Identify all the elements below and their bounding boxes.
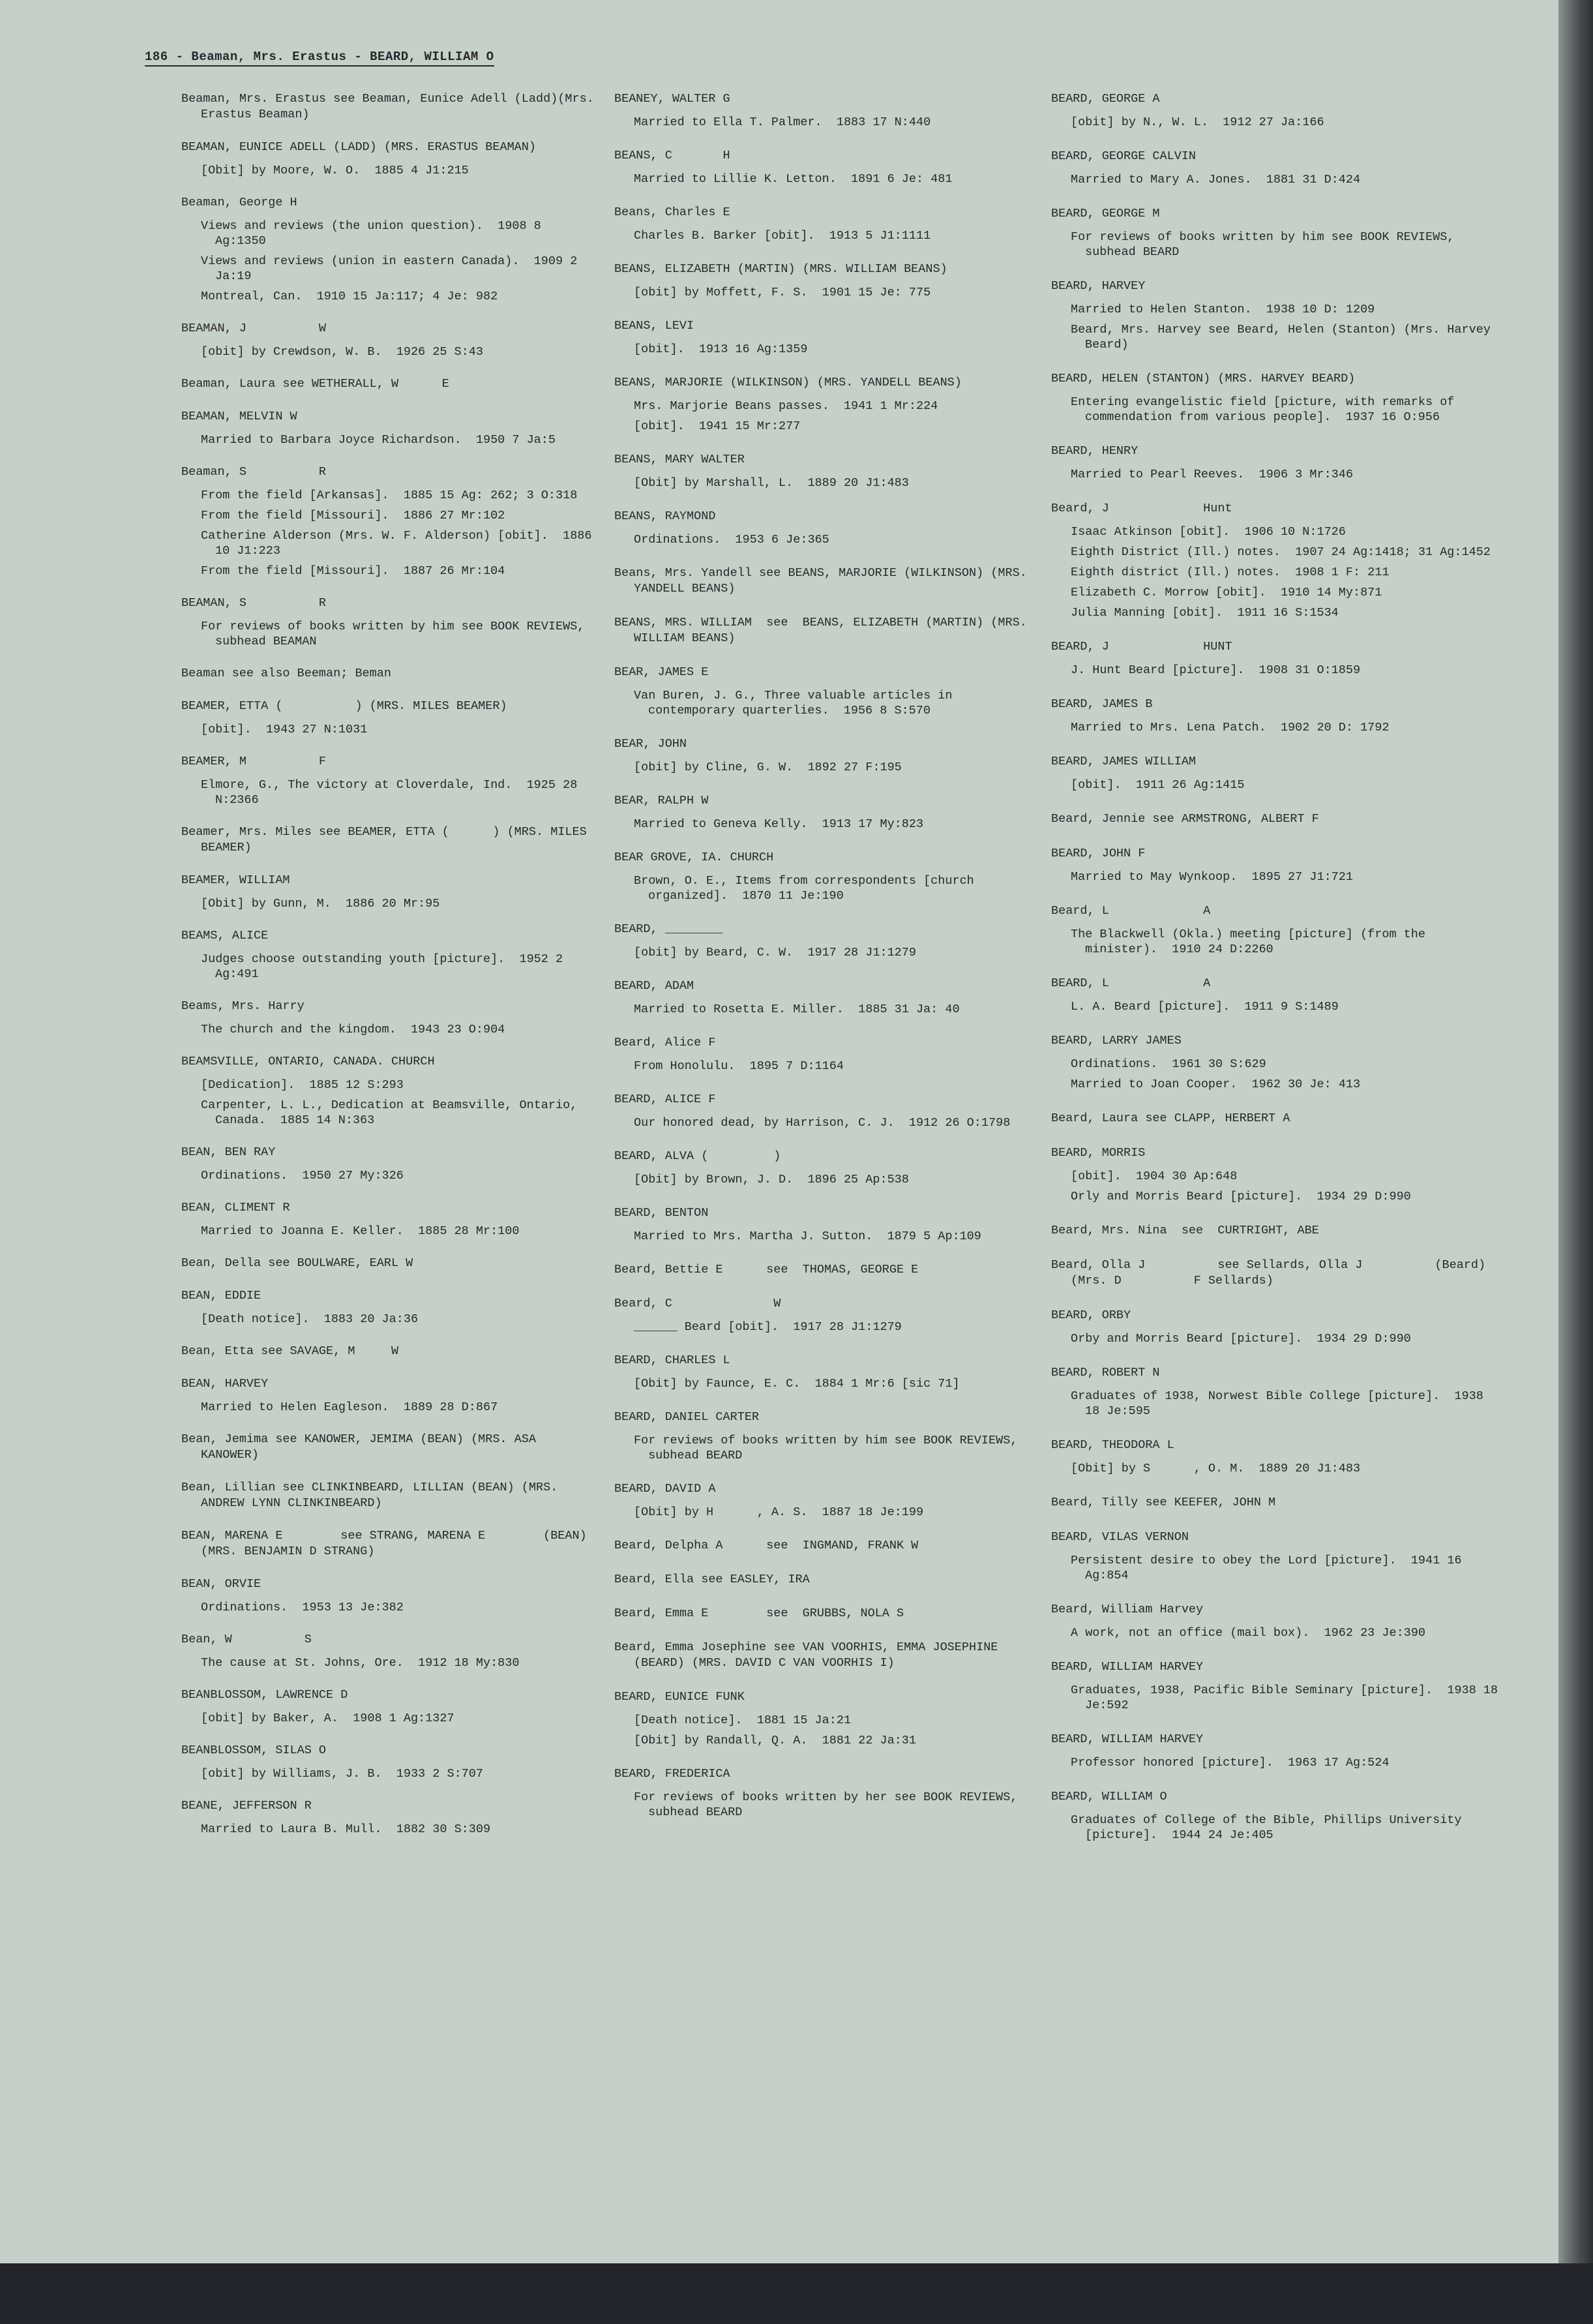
entry-citation: [obit] by N., W. L. 1912 27 Ja:166 [1071,115,1324,129]
entry-citation: Views and reviews (union in eastern Canada). 1909 2 Ja:19 [201,254,585,283]
index-entry [1051,91,1501,130]
index-entry [181,1376,599,1415]
index-entry [614,566,1045,597]
entry-heading: BEARD, JAMES B [1051,697,1153,711]
index-entry [614,850,1045,903]
entry-citation: ______ Beard [obit]. 1917 28 J1:1279 [634,1320,902,1334]
entry-citation: Elmore, G., The victory at Cloverdale, Ind. 1925 28 N:2366 [201,778,585,807]
column-3 [1051,91,1506,1862]
index-entry [614,1353,1045,1391]
entry-heading: BEAMER, M F [181,755,327,768]
entry-heading: BEARD, DANIEL CARTER [614,1410,760,1424]
entry-heading: BEARD, JAMES WILLIAM [1051,755,1197,768]
entry-citation: [Obit] by Randall, Q. A. 1881 22 Ja:31 [634,1734,916,1747]
index-entry [614,1640,1045,1671]
entry-citation: Married to Pearl Reeves. 1906 3 Mr:346 [1071,468,1353,481]
entry-citation: Married to Mrs. Martha J. Sutton. 1879 5 Ap:109 [634,1230,981,1243]
entry-citation: Our honored dead, by Harrison, C. J. 1912 26 O:1798 [634,1116,1011,1130]
index-entry [181,464,599,579]
entry-citation: Catherine Alderson (Mrs. W. F. Alderson) [obit]. 1886 10 J1:223 [201,529,599,558]
entry-citation: Ordinations. 1953 13 Je:382 [201,1601,404,1614]
index-entry [181,1743,599,1781]
index-entry [1051,811,1501,827]
entry-citation: Isaac Atkinson [obit]. 1906 10 N:1726 [1071,525,1346,539]
entry-heading: BEAMAN, S R [181,596,327,610]
index-entry [181,1256,599,1271]
entry-heading: BEAR, JAMES E [614,665,709,679]
entry-heading: BEANS, RAYMOND [614,509,716,523]
entry-heading: BEARD, JOHN F [1051,847,1146,860]
entry-heading: BEAN, MARENA E see STRANG, MARENA E (BEAN) (MRS. BENJAMIN D STRANG) [181,1529,594,1558]
entry-heading: BEAN, CLIMENT R [181,1201,290,1215]
index-entry [1051,1223,1501,1239]
index-entry [181,1145,599,1183]
book-spine-shadow [1558,0,1593,2263]
entry-citation: [obit]. 1913 16 Ag:1359 [634,342,808,356]
entry-heading: Beard, Ella see EASLEY, IRA [614,1573,810,1586]
entry-heading: BEANS, MARJORIE (WILKINSON) (MRS. YANDELL BEANS) [614,376,962,389]
entry-heading: BEARD, GEORGE CALVIN [1051,149,1197,163]
entry-citation: Charles B. Barker [obit]. 1913 5 J1:1111 [634,229,931,243]
index-entry [181,873,599,911]
entry-heading: BEAN, BEN RAY [181,1145,276,1159]
entry-citation: Julia Manning [obit]. 1911 16 S:1534 [1071,606,1339,620]
index-entry [181,1200,599,1239]
entry-heading: Beans, Charles E [614,205,730,219]
index-entry [181,596,599,649]
index-entry [614,1035,1045,1074]
index-entry [1051,1495,1501,1511]
index-entry [1051,279,1501,352]
entry-citation: Persistent desire to obey the Lord [picture]. 1941 16 Ag:854 [1071,1554,1469,1582]
entry-heading: BEARD, ________ [614,922,723,936]
index-entry [181,699,599,737]
entry-heading: BEARD, GEORGE M [1051,207,1160,220]
entry-heading: Beard, Mrs. Nina see CURTRIGHT, ABE [1051,1224,1319,1237]
index-entry [1051,903,1501,957]
index-entry [614,1606,1045,1622]
entry-citation: Married to May Wynkoop. 1895 27 J1:721 [1071,870,1353,884]
index-entry [181,376,599,392]
index-entry [1051,1258,1501,1289]
index-entry [1051,1732,1501,1770]
index-entry [614,1205,1045,1244]
entry-citation: Married to Mary A. Jones. 1881 31 D:424 [1071,173,1361,187]
entry-citation: For reviews of books written by him see BOOK REVIEWS, subhead BEARD [634,1434,1025,1462]
entry-citation: [Obit] by S , O. M. 1889 20 J1:483 [1071,1462,1361,1475]
index-entry [1051,1602,1501,1640]
index-entry [1051,149,1501,187]
entry-citation: For reviews of books written by her see BOOK REVIEWS, subhead BEARD [634,1790,1025,1819]
index-entry [1051,639,1501,678]
entry-heading: BEANE, JEFFERSON R [181,1799,312,1813]
entry-citation: Professor honored [picture]. 1963 17 Ag:524 [1071,1756,1390,1770]
entry-citation: From the field [Missouri]. 1887 26 Mr:104 [201,564,505,578]
entry-heading: BEARD, HELEN (STANTON) (MRS. HARVEY BEARD) [1051,372,1356,385]
index-entry [181,999,599,1037]
index-entry [614,1410,1045,1463]
entry-heading: BEARD, MORRIS [1051,1146,1146,1160]
index-entry [181,928,599,982]
entry-heading: BEAR GROVE, IA. CHURCH [614,851,774,864]
index-entry [614,793,1045,832]
entry-heading: BEAMER, WILLIAM [181,873,290,887]
index-entry [614,1092,1045,1130]
entry-heading: Bean, Della see BOULWARE, EARL W [181,1256,413,1270]
entry-citation: Married to Ella T. Palmer. 1883 17 N:440 [634,115,931,129]
index-entry [614,205,1045,243]
entry-citation: Married to Joanna E. Keller. 1885 28 Mr:100 [201,1224,520,1238]
index-entry [614,736,1045,775]
entry-citation: Mrs. Marjorie Beans passes. 1941 1 Mr:224 [634,399,938,413]
entry-heading: BEAN, HARVEY [181,1377,269,1391]
index-entry [181,754,599,807]
running-header: 186 - Beaman, Mrs. Erastus - BEARD, WILLIAM O [145,50,494,67]
index-entry [614,1262,1045,1278]
index-entry [181,666,599,682]
entry-citation: [obit]. 1904 30 Ap:648 [1071,1170,1238,1183]
entry-heading: BEARD, VILAS VERNON [1051,1530,1189,1544]
entry-citation: [Obit] by Faunce, E. C. 1884 1 Mr:6 [sic 71] [634,1377,960,1391]
entry-citation: [obit]. 1911 26 Ag:1415 [1071,778,1245,792]
entry-heading: Beard, J Hunt [1051,502,1232,515]
index-entry [181,1632,599,1670]
entry-citation: Ordinations. 1950 27 My:326 [201,1169,404,1183]
entry-citation: [Dedication]. 1885 12 S:293 [201,1078,404,1092]
entry-citation: Graduates, 1938, Pacific Bible Seminary [picture]. 1938 18 Je:592 [1071,1683,1506,1712]
entry-citation: [Obit] by Gunn, M. 1886 20 Mr:95 [201,897,440,911]
entry-citation: [Death notice]. 1883 20 Ja:36 [201,1312,419,1326]
entry-heading: Beams, Mrs. Harry [181,999,305,1013]
entry-heading: Beard, Emma E see GRUBBS, NOLA S [614,1607,904,1620]
index-entry [614,615,1045,646]
entry-heading: BEARD, J HUNT [1051,640,1232,654]
entry-citation: L. A. Beard [picture]. 1911 9 S:1489 [1071,1000,1339,1014]
entry-heading: Beard, Delpha A see INGMAND, FRANK W [614,1539,919,1552]
index-entry [614,318,1045,357]
entry-citation: Montreal, Can. 1910 15 Ja:117; 4 Je: 982 [201,290,498,303]
index-entry [614,922,1045,960]
entry-heading: BEANS, MRS. WILLIAM see BEANS, ELIZABETH (MARTIN) (MRS. WILLIAM BEANS) [614,616,1034,645]
entry-heading: BEAMER, ETTA ( ) (MRS. MILES BEAMER) [181,699,507,713]
entry-heading: BEAN, ORVIE [181,1577,261,1591]
entry-citation: Orby and Morris Beard [picture]. 1934 29 D:990 [1071,1332,1411,1346]
entry-citation: Orly and Morris Beard [picture]. 1934 29 D:990 [1071,1190,1411,1203]
entry-heading: BEARD, FREDERICA [614,1767,730,1781]
entry-citation: Van Buren, J. G., Three valuable articles in contemporary quarterlies. 1956 8 S:570 [634,689,960,717]
entry-heading: BEAR, RALPH W [614,794,709,807]
index-entry [181,91,599,123]
index-entry [181,409,599,447]
index-entry [181,1798,599,1837]
index-entry [1051,697,1501,735]
index-entry [181,1528,599,1560]
index-entry [1051,1145,1501,1204]
entry-citation: The Blackwell (Okla.) meeting [picture] (from the minister). 1910 24 D:2260 [1071,928,1433,956]
entry-heading: Beard, Emma Josephine see VAN VOORHIS, EMMA JOSEPHINE (BEARD) (MRS. DAVID C VAN VOORHIS I) [614,1640,1005,1670]
index-entry [1051,1033,1501,1092]
entry-citation: Married to Lillie K. Letton. 1891 6 Je: 481 [634,172,953,186]
entry-citation: Married to Rosetta E. Miller. 1885 31 Ja: 40 [634,1003,960,1016]
entry-heading: BEANS, LEVI [614,319,694,333]
entry-citation: From the field [Missouri]. 1886 27 Mr:102 [201,509,505,522]
entry-heading: BEARD, EUNICE FUNK [614,1690,745,1704]
entry-citation: Married to Barbara Joyce Richardson. 1950 7 Ja:5 [201,433,556,447]
entry-citation: Ordinations. 1953 6 Je:365 [634,533,829,547]
entry-heading: Beamer, Mrs. Miles see BEAMER, ETTA ( ) (MRS. MILES BEAMER) [181,825,594,854]
entry-citation: For reviews of books written by him see BOOK REVIEWS, subhead BEARD [1071,230,1462,259]
entry-heading: Beard, Laura see CLAPP, HERBERT A [1051,1111,1290,1125]
index-entry [614,1149,1045,1187]
entry-citation: [Obit] by Moore, W. O. 1885 4 J1:215 [201,164,469,177]
entry-heading: BEARD, LARRY JAMES [1051,1034,1182,1048]
entry-heading: BEARD, WILLIAM HARVEY [1051,1732,1204,1746]
entry-heading: Beaman see also Beeman; Beman [181,667,391,680]
entry-citation: Eighth district (Ill.) notes. 1908 1 F: 211 [1071,566,1390,579]
index-entry [1051,1438,1501,1476]
entry-heading: Beaman, Laura see WETHERALL, W E [181,377,449,391]
index-entry [181,321,599,359]
index-entry [1051,1789,1501,1843]
entry-heading: BEANS, MARY WALTER [614,453,745,466]
entry-heading: Beard, C W [614,1297,781,1310]
entry-heading: BEARD, THEODORA L [1051,1438,1174,1452]
index-entry [614,1766,1045,1820]
entry-heading: BEARD, ALVA ( ) [614,1149,781,1163]
entry-heading: BEAMAN, MELVIN W [181,410,297,423]
entry-heading: Bean, W S [181,1633,312,1646]
entry-citation: [obit] by Moffett, F. S. 1901 15 Je: 775 [634,286,931,299]
entry-heading: BEANBLOSSOM, SILAS O [181,1743,327,1757]
entry-citation: Eighth District (Ill.) notes. 1907 24 Ag:1418; 31 Ag:1452 [1071,545,1491,559]
entry-heading: BEARD, WILLIAM HARVEY [1051,1660,1204,1674]
entry-heading: Beard, Tilly see KEEFER, JOHN M [1051,1496,1276,1509]
entry-citation: [obit] by Beard, C. W. 1917 28 J1:1279 [634,946,916,959]
index-entry [181,1054,599,1128]
entry-heading: BEARD, L A [1051,976,1211,990]
entry-heading: BEAR, JOHN [614,737,687,751]
index-entry [1051,206,1501,260]
index-entry [181,1344,599,1359]
entry-citation: [obit] by Crewdson, W. B. 1926 25 S:43 [201,345,483,359]
entry-citation: [Obit] by Brown, J. D. 1896 25 Ap:538 [634,1173,909,1186]
entry-heading: BEARD, ORBY [1051,1308,1131,1322]
entry-citation: [obit]. 1941 15 Mr:277 [634,419,801,433]
entry-heading: Beard, Alice F [614,1036,716,1049]
index-entry [614,978,1045,1017]
entry-citation: From the field [Arkansas]. 1885 15 Ag: 262; 3 O:318 [201,489,578,502]
index-entry [1051,1659,1506,1713]
entry-heading: BEARD, BENTON [614,1206,709,1220]
entry-heading: BEARD, HENRY [1051,444,1139,458]
index-entry [614,452,1045,490]
index-entry [614,1296,1045,1335]
entry-citation: From Honolulu. 1895 7 D:1164 [634,1059,844,1073]
entry-heading: Beard, L A [1051,904,1211,918]
index-entry [614,375,1045,434]
entry-heading: BEARD, CHARLES L [614,1353,730,1367]
index-entry [1051,371,1501,425]
index-entry [1051,444,1501,482]
index-entry [181,1432,599,1463]
entry-citation: Ordinations. 1961 30 S:629 [1071,1057,1266,1071]
entry-citation: Beard, Mrs. Harvey see Beard, Helen (Stanton) (Mrs. Harvey Beard) [1071,323,1498,352]
entry-heading: Beaman, S R [181,465,327,479]
entry-heading: BEANS, ELIZABETH (MARTIN) (MRS. WILLIAM BEANS) [614,262,947,276]
entry-citation: Graduates of 1938, Norwest Bible College [picture]. 1938 18 Je:595 [1071,1389,1491,1418]
index-entry [614,1538,1045,1554]
entry-heading: BEARD, ROBERT N [1051,1366,1160,1380]
entry-heading: Beans, Mrs. Yandell see BEANS, MARJORIE (WILKINSON) (MRS. YANDELL BEANS) [614,566,1034,596]
entry-heading: BEANS, C H [614,149,730,162]
entry-heading: BEANEY, WALTER G [614,92,730,106]
entry-citation: [obit] by Cline, G. W. 1892 27 F:195 [634,761,902,774]
entry-citation: [Obit] by Marshall, L. 1889 20 J1:483 [634,476,909,490]
entry-citation: Entering evangelistic field [picture, with remarks of commendation from various people]. 1937 16 O:956 [1071,395,1462,424]
index-entry [181,1480,599,1511]
entry-heading: BEAMAN, EUNICE ADELL (LADD) (MRS. ERASTUS BEAMAN) [181,140,536,154]
entry-citation: The cause at St. Johns, Ore. 1912 18 My:830 [201,1656,520,1670]
index-entry [1051,976,1501,1014]
entry-heading: BEAN, EDDIE [181,1289,261,1303]
entry-citation: [obit] by Williams, J. B. 1933 2 S:707 [201,1767,483,1781]
entry-citation: Married to Laura B. Mull. 1882 30 S:309 [201,1822,491,1836]
entry-citation: The church and the kingdom. 1943 23 O:904 [201,1023,505,1036]
entry-citation: Married to Joan Cooper. 1962 30 Je: 413 [1071,1078,1361,1091]
index-entry [1051,1308,1501,1346]
index-entry [1051,846,1501,884]
entry-citation: For reviews of books written by him see BOOK REVIEWS, subhead BEAMAN [201,620,592,648]
entry-heading: Bean, Jemima see KANOWER, JEMIMA (BEAN) (MRS. ASA KANOWER) [181,1432,544,1462]
index-entry [1051,1111,1501,1126]
entry-heading: Beaman, George H [181,196,297,209]
index-entry [181,1577,599,1615]
index-entry [614,665,1045,718]
index-entry [614,1481,1045,1520]
index-entry [614,1689,1045,1748]
index-entry [181,195,599,304]
index-entry [181,1687,599,1726]
index-entry [181,1288,599,1327]
entry-heading: Beaman, Mrs. Erastus see Beaman, Eunice Adell (Ladd)(Mrs. Erastus Beaman) [181,92,601,121]
entry-heading: BEAMAN, J W [181,322,327,335]
column-2 [614,91,1045,1838]
entry-heading: Beard, Bettie E see THOMAS, GEORGE E [614,1263,919,1276]
entry-citation: [Death notice]. 1881 15 Ja:21 [634,1713,852,1727]
entry-heading: BEAMS, ALICE [181,929,269,943]
entry-heading: BEARD, DAVID A [614,1482,716,1496]
entry-heading: BEARD, WILLIAM O [1051,1790,1167,1803]
entry-heading: Beard, William Harvey [1051,1603,1204,1616]
column-1 [181,91,599,1854]
entry-heading: BEARD, GEORGE A [1051,92,1160,106]
entry-citation: Graduates of College of the Bible, Phillips University [picture]. 1944 24 Je:405 [1071,1813,1469,1842]
entry-citation: Married to Helen Eagleson. 1889 28 D:867 [201,1400,498,1414]
index-entry [1051,754,1501,792]
entry-heading: Bean, Lillian see CLINKINBEARD, LILLIAN (BEAN) (MRS. ANDREW LYNN CLINKINBEARD) [181,1481,565,1510]
entry-heading: BEARD, ALICE F [614,1093,716,1106]
entry-citation: Elizabeth C. Morrow [obit]. 1910 14 My:871 [1071,586,1382,599]
entry-heading: Beard, Jennie see ARMSTRONG, ALBERT F [1051,812,1319,826]
entry-citation: Judges choose outstanding youth [picture]. 1952 2 Ag:491 [201,952,571,981]
entry-heading: BEAMSVILLE, ONTARIO, CANADA. CHURCH [181,1055,435,1068]
index-entry [614,509,1045,547]
entry-heading: BEARD, ADAM [614,979,694,993]
index-entry [614,148,1045,187]
entry-citation: Married to Geneva Kelly. 1913 17 My:823 [634,817,924,831]
entry-citation: Brown, O. E., Items from correspondents [church organized]. 1870 11 Je:190 [634,874,981,903]
entry-citation: A work, not an office (mail box). 1962 23 Je:390 [1071,1626,1425,1640]
entry-heading: Bean, Etta see SAVAGE, M W [181,1344,399,1358]
entry-heading: BEARD, HARVEY [1051,279,1146,293]
entry-heading: BEANBLOSSOM, LAWRENCE D [181,1688,348,1702]
index-entry [614,91,1045,130]
entry-heading: Beard, Olla J see Sellards, Olla J (Beard) (Mrs. D F Sellards) [1051,1258,1493,1288]
entry-citation: Views and reviews (the union question). 1908 8 Ag:1350 [201,219,548,248]
entry-citation: Married to Helen Stanton. 1938 10 D: 1209 [1071,303,1375,316]
index-entry [1051,1365,1501,1419]
entry-citation: J. Hunt Beard [picture]. 1908 31 O:1859 [1071,663,1361,677]
entry-citation: [obit] by Baker, A. 1908 1 Ag:1327 [201,1712,454,1725]
entry-citation: [Obit] by H , A. S. 1887 18 Je:199 [634,1505,924,1519]
index-entry [181,140,599,178]
entry-citation: [obit]. 1943 27 N:1031 [201,723,368,736]
index-entry [1051,1530,1501,1583]
index-entry [614,1572,1045,1588]
index-entry [614,262,1045,300]
entry-citation: Carpenter, L. L., Dedication at Beamsville, Ontario, Canada. 1885 14 N:363 [201,1098,585,1127]
entry-citation: Married to Mrs. Lena Patch. 1902 20 D: 1792 [1071,721,1390,734]
index-entry [181,824,599,856]
index-entry [1051,501,1501,620]
